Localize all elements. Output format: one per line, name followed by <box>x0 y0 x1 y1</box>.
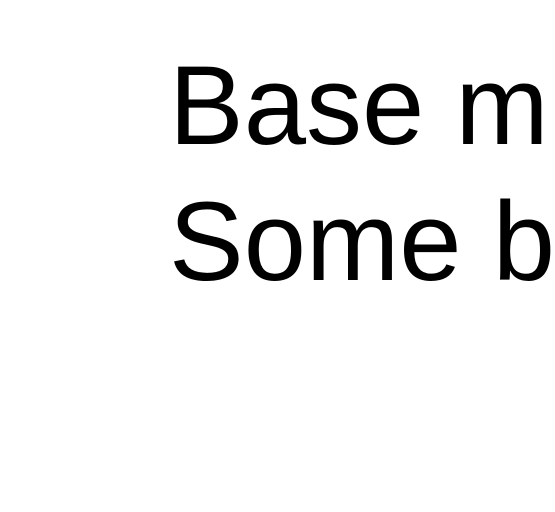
base-text-line: Base m <box>169 43 549 168</box>
body-text-line: Some b <box>169 179 555 304</box>
